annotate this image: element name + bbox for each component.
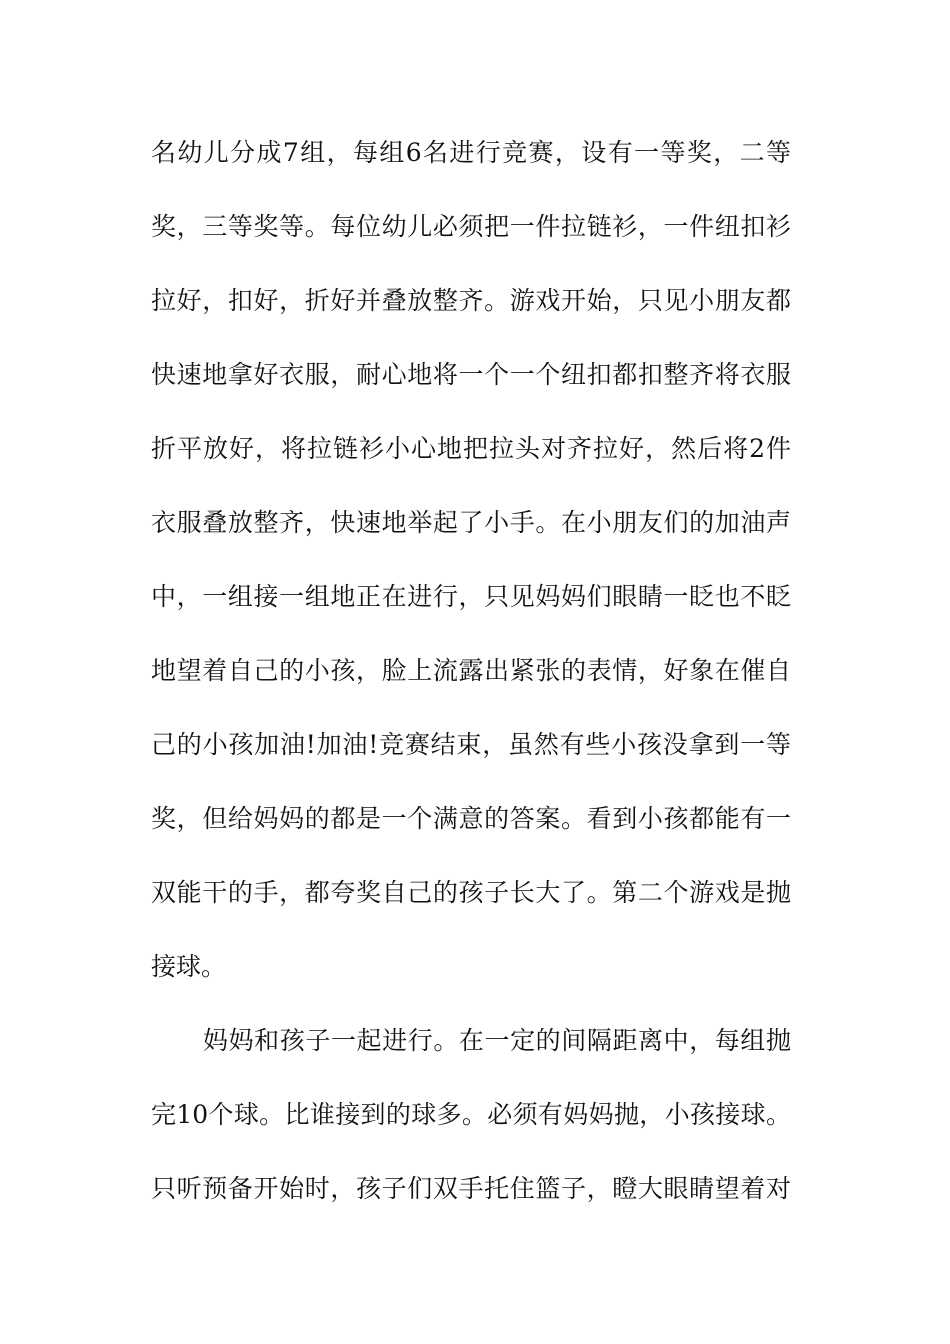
paragraph-first-line: 妈妈和孩子一起进行。在一定的间隔距离中，每组抛 [203, 1026, 791, 1055]
text-line: 折平放好，将拉链衫小心地把拉头对齐拉好，然后将2件 [151, 434, 791, 463]
text-line: 完10个球。比谁接到的球多。必须有妈妈抛，小孩接球。 [151, 1100, 791, 1129]
text-line: 奖，三等奖等。每位幼儿必须把一件拉链衫，一件纽扣衫 [151, 212, 791, 241]
text-line: 名幼儿分成7组，每组6名进行竞赛，设有一等奖，二等 [151, 138, 791, 167]
text-line: 双能干的手，都夸奖自己的孩子长大了。第二个游戏是抛 [151, 878, 791, 907]
text-line: 中，一组接一组地正在进行，只见妈妈们眼睛一眨也不眨 [151, 582, 791, 611]
text-line: 己的小孩加油!加油!竞赛结束，虽然有些小孩没拿到一等 [151, 730, 791, 759]
text-line: 衣服叠放整齐，快速地举起了小手。在小朋友们的加油声 [151, 508, 791, 537]
body-text [151, 128, 791, 1238]
text-line: 接球。 [151, 952, 227, 981]
text-line: 拉好，扣好，折好并叠放整齐。游戏开始，只见小朋友都 [151, 286, 791, 315]
text-line: 地望着自己的小孩，脸上流露出紧张的表情，好象在催自 [151, 656, 791, 685]
text-line: 快速地拿好衣服，耐心地将一个一个纽扣都扣整齐将衣服 [151, 360, 791, 389]
text-line: 奖，但给妈妈的都是一个满意的答案。看到小孩都能有一 [151, 804, 791, 833]
text-line: 只听预备开始时，孩子们双手托住篮子，瞪大眼睛望着对 [151, 1174, 791, 1203]
